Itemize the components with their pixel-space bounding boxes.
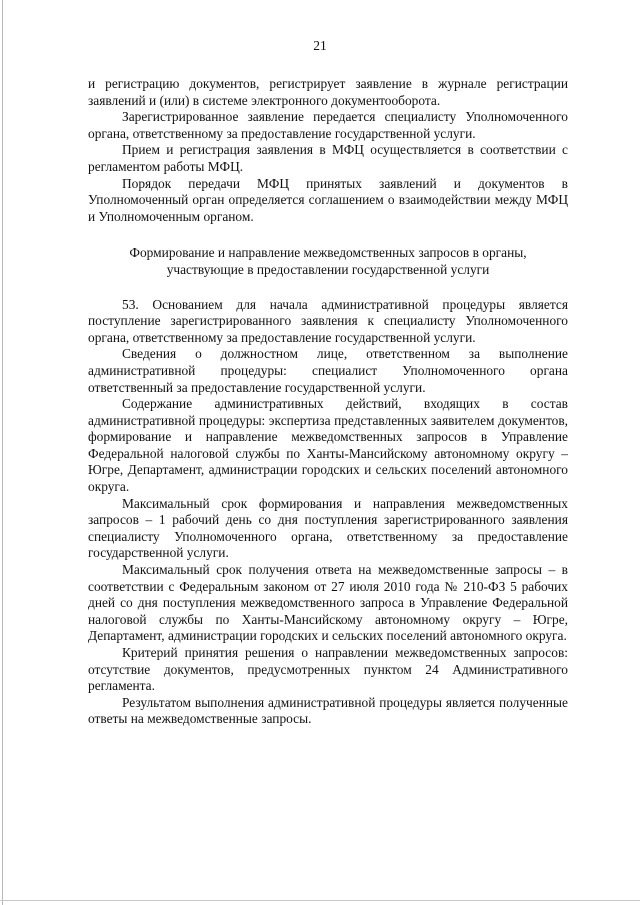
paragraph-transfer-order: Порядок передачи МФЦ принятых заявлений и документов в Уполномоченный орган определяется соглашением о взаимодействии между МФЦ и Уполномоченным органом. [88, 175, 568, 224]
paragraph-actions-content: Содержание административных действий, входящих в состав административной процедуры: экспертиза представленных заявителем документов, формирование и направление межведомственных запросов в Управление Федеральной налоговой службы по Ханты-Мансийскому автономному округу – Югре, Департамент, администрации городских и сельских поселений автономного округа. [88, 396, 568, 495]
page-left-edge [2, 0, 3, 905]
page-bottom-edge [0, 900, 640, 901]
paragraph-mfc-reception: Прием и регистрация заявления в МФЦ осуществляется в соответствии с регламентом работы МФЦ. [88, 142, 568, 174]
section-heading: Формирование и направление межведомственных запросов в органы, участвующие в предоставлении государственной услуги [129, 245, 527, 277]
paragraph-decision-criterion: Критерий принятия решения о направлении межведомственных запросов: отсутствие документов, предусмотренных пунктом 24 Административного регламента. [88, 645, 568, 694]
paragraph-max-response-term: Максимальный срок получения ответа на межведомственные запросы – в соответствии с Федеральным законом от 27 июля 2010 года № 210-ФЗ 5 рабочих дней со дня поступления межведомственного запроса в Управление Федеральной налоговой службы по Ханты-Мансийскому автономному округу – Югре, Департамент, администрации городских и сельских поселений автономного округа. [88, 562, 568, 644]
paragraph-basis-53: 53. Основанием для начала административной процедуры является поступление зарегистрированного заявления к специалисту Уполномоченного органа, ответственному за предоставление государственной услуги. [88, 296, 568, 345]
page-number: 21 [313, 38, 327, 53]
paragraph-max-forming-term: Максимальный срок формирования и направления межведомственных запросов – 1 рабочий день со дня поступления зарегистрированного заявления специалисту Уполномоченного органа, ответственному за предоставление государственной услуги. [88, 495, 568, 561]
document-body [88, 76, 568, 728]
paragraph-result: Результатом выполнения административной процедуры является полученные ответы на межведомственные запросы. [88, 694, 568, 727]
paragraph-responsible-person: Сведения о должностном лице, ответственном за выполнение административной процедуры: специалист Уполномоченного органа ответственный за предоставление государственной услуги. [88, 346, 568, 395]
paragraph-registered-application: Зарегистрированное заявление передается специалисту Уполномоченного органа, ответственному за предоставление государственной услуги. [88, 109, 568, 141]
paragraph-continuation: и регистрацию документов, регистрирует заявление в журнале регистрации заявлений и (или) в системе электронного документооборота. [88, 76, 568, 108]
